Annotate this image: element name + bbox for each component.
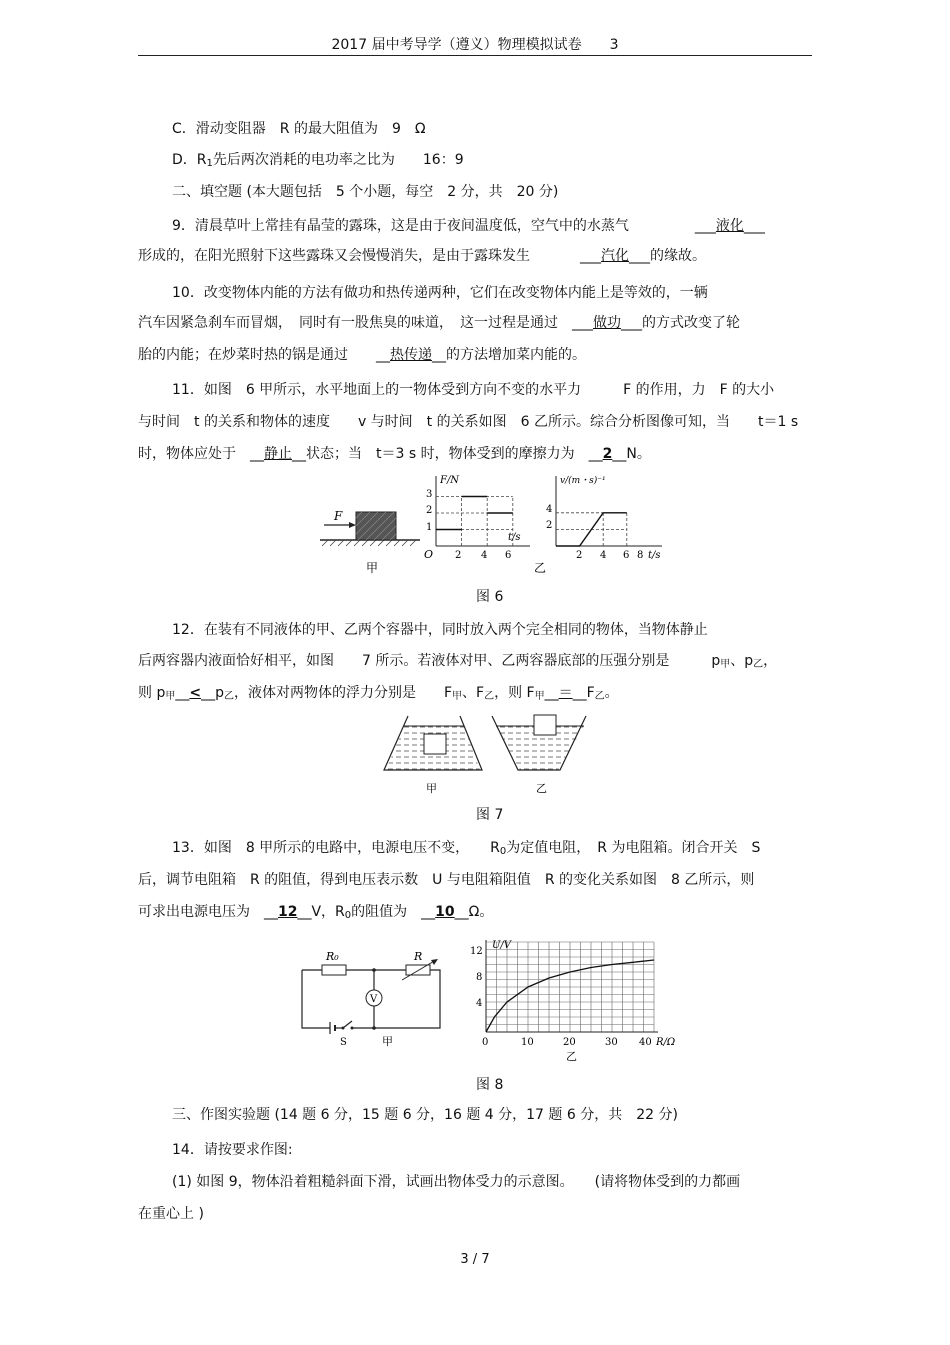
fig7-jia-label: 甲: [426, 782, 437, 795]
section-3-heading: 三、作图实验题 (14 题 6 分，15 题 6 分，16 题 4 分，17 题 6 分，共 22 分): [172, 1107, 678, 1123]
ur-x-axis-label: R/Ω: [656, 1037, 676, 1048]
ft-ytick-1: 1: [426, 522, 433, 533]
wire-left: [302, 970, 330, 1028]
ft-y-axis-label: F/N: [440, 475, 460, 486]
fig8-yi-label: 乙: [566, 1050, 577, 1062]
header-title: 2017 届中考导学（遵义）物理模拟试卷: [331, 37, 582, 53]
q12-text-c: 则 p: [138, 685, 166, 701]
q13-text-c3: 的阻值为: [351, 904, 408, 920]
resistor-box-r: [406, 965, 430, 975]
ft-origin: O: [424, 548, 434, 561]
q13-line1: [172, 838, 760, 862]
q12-text-b2: 、p: [730, 653, 754, 669]
ft-ytick-2: 2: [426, 505, 433, 516]
switch-contact: [351, 1027, 354, 1030]
ur-xtick-20: 20: [563, 1037, 576, 1048]
switch-label: S: [340, 1037, 347, 1048]
q13-sub-1: 0: [499, 846, 507, 857]
q12-line3: 则 $p_甲\_\_<\_\_p_乙$，液体对两物体的浮力分别是 $F_甲$、$F_乙$，则 $F_甲\_\_=\_\_F_乙$。: [138, 685, 619, 702]
junction-bottom: [372, 1026, 376, 1030]
fig6-yi-label: 乙: [534, 561, 547, 575]
q9-answer1: 液化: [715, 218, 744, 234]
ur-xtick-40: 40: [639, 1037, 652, 1048]
figure-6-caption: 图 6: [476, 589, 504, 605]
header-rule: [138, 55, 812, 56]
vt-ytick-2: 2: [546, 520, 553, 531]
q12-text-c4: 、F: [462, 685, 485, 701]
vt-y-axis-label: v/(m・s)⁻¹: [560, 476, 606, 486]
figure-8-circuit: [290, 940, 450, 1050]
force-label: F: [334, 509, 343, 523]
fig6-jia-diagram: [320, 509, 420, 575]
q9-line2: 形成的，在阳光照射下这些露珠又会慢慢消失，是由于露珠发生 ___汽化___的缘故。: [138, 248, 706, 264]
q10-line1: 10．改变物体内能的方法有做功和热传递两种，它们在改变物体内能上是等效的，一辆: [172, 285, 708, 301]
q9-text-c: 的缘故。: [650, 248, 706, 264]
ur-grid: [486, 942, 654, 1032]
q13-text-c: 可求出电源电压为: [138, 904, 250, 920]
junction-top: [372, 968, 376, 972]
q11-line1: 11．如图 6 甲所示，水平地面上的一物体受到方向不变的水平力 F 的作用，力 F 的大小: [172, 382, 775, 398]
q12-sub-7: 甲: [534, 691, 545, 702]
ft-x-axis-label: t/s: [508, 532, 521, 543]
fig6-velocity-time-chart: [534, 475, 662, 575]
object-jia: [424, 734, 446, 754]
fig6-jia-label: 甲: [366, 561, 379, 575]
fig8-jia-label: 甲: [382, 1035, 393, 1048]
q10-text-b: 汽车因紧急刹车而冒烟， 同时有一股焦臭的味道， 这一过程是通过: [138, 315, 558, 331]
q12-sub-3: 甲: [165, 691, 176, 702]
option-c: C．滑动变阻器 R 的最大阻值为 9 Ω: [172, 121, 426, 137]
q12-sub-1: 甲: [720, 659, 731, 670]
figure-7: [380, 712, 590, 796]
q11-answer1: 静止: [264, 446, 292, 462]
q12-sub-8: 乙: [594, 691, 605, 702]
figure-8-caption: 图 8: [476, 1077, 504, 1093]
ur-ytick-12: 12: [470, 946, 483, 957]
q10-answer1: 做功: [593, 315, 621, 331]
object-yi: [534, 715, 556, 735]
figure-6: [310, 470, 670, 582]
container-yi: [492, 715, 586, 795]
q10-text-c: 的方式改变了轮: [642, 315, 740, 331]
section-2-heading: 二、填空题 (本大题包括 5 个小题，每空 2 分，共 20 分): [172, 184, 559, 200]
q11-text-c: 时，物体应处于: [138, 446, 236, 462]
ft-xtick-4: 4: [481, 550, 488, 561]
ur-xtick-10: 10: [521, 1037, 534, 1048]
option-d-a: D．R: [172, 152, 207, 168]
q12-text-c5: ，则 F: [494, 685, 535, 701]
q11-text-e: N。: [626, 446, 651, 462]
q9-answer2: 汽化: [601, 248, 629, 264]
r0-label: R₀: [326, 950, 339, 963]
q10-text-e: 的方法增加菜内能的。: [446, 347, 586, 363]
q12-line1: 12．在装有不同液体的甲、乙两个容器中，同时放入两个完全相同的物体，当物体静止: [172, 622, 708, 638]
q12-sub-2: 乙: [753, 659, 764, 670]
q13-text-c4: Ω。: [468, 904, 494, 920]
vt-ytick-4: 4: [546, 504, 553, 515]
q12-answer2: ＝: [558, 685, 573, 701]
ur-y-axis-label: U/V: [492, 940, 512, 951]
ur-ytick-4: 4: [476, 998, 483, 1009]
q12-text-c2: p: [215, 685, 224, 701]
q9-text-a: 9．清晨草叶上常挂有晶莹的露珠，这是由于夜间温度低，空气中的水蒸气: [172, 218, 629, 234]
page-footer: 3 / 7: [460, 1252, 490, 1267]
q11-text-d: 状态；当 t＝3 s 时，物体受到的摩擦力为: [306, 446, 575, 462]
q13-answer1: 12: [278, 904, 298, 920]
q11-line3: 时，物体应处于 __静止__状态；当 t＝3 s 时，物体受到的摩擦力为 __2__N。: [138, 446, 651, 462]
q12-text-c3: ，液体对两物体的浮力分别是 F: [233, 685, 453, 701]
q13-sub-2: 0: [344, 910, 352, 921]
q11-answer2: 2: [602, 446, 613, 462]
q12-answer1: <: [189, 685, 202, 701]
voltmeter-label: V: [370, 994, 378, 1005]
vt-x-axis-label: t/s: [648, 550, 661, 561]
wire-right: [352, 970, 440, 1028]
vt-xtick-6: 6: [623, 550, 630, 561]
q12-text-c6: F: [586, 685, 595, 701]
q12-sub-6: 乙: [484, 691, 495, 702]
q11-line2: 与时间 t 的关系和物体的速度 v 与时间 t 的关系如图 6 乙所示。综合分析图像可知，当 t＝1 s: [138, 414, 799, 430]
resistor-r0: [322, 965, 346, 975]
q9-line1: 9．清晨草叶上常挂有晶莹的露珠，这是由于夜间温度低，空气中的水蒸气 ___液化___: [172, 218, 765, 234]
container-jia: [384, 716, 482, 795]
q10-answer2: 热传递: [390, 347, 432, 363]
q10-text-d: 胎的内能；在炒菜时热的锅是通过: [138, 347, 348, 363]
q13-text-a: 13．如图 8 甲所示的电路中，电源电压不变， R: [172, 840, 500, 856]
figure-8-chart: [462, 938, 692, 1062]
q12-sub-4: 乙: [223, 691, 234, 702]
q12-text-b: 后两容器内液面恰好相平，如图 7 所示。若液体对甲、乙两容器底部的压强分别是 p: [138, 653, 721, 669]
ft-xtick-6: 6: [505, 550, 512, 561]
header-page-num: 3: [609, 37, 619, 53]
q13-line3: 可求出电源电压为 __12__V，$R_0$的阻值为 __10__Ω。: [138, 904, 494, 921]
q12-text-b3: ，: [763, 653, 778, 669]
ur-xtick-0: 0: [482, 1037, 489, 1048]
ur-ytick-8: 8: [476, 972, 483, 983]
q14-part1-line1: (1) 如图 9，物体沿着粗糙斜面下滑，试画出物体受力的示意图。 (请将物体受到的力都画: [172, 1174, 741, 1190]
q14-line: 14．请按要求作图:: [172, 1142, 293, 1158]
option-d-sub: 1: [206, 158, 213, 169]
q13-line2: 后，调节电阻箱 R 的阻值，得到电压表示数 U 与电阻箱阻值 R 的变化关系如图 8 乙所示，则: [138, 872, 755, 888]
option-d-b: 先后两次消耗的电功率之比为 16：9: [212, 152, 464, 168]
q12-text-c7: 。: [604, 685, 619, 701]
fig6-force-time-chart: [424, 475, 530, 561]
ur-xtick-30: 30: [605, 1037, 618, 1048]
ground-hatch: [322, 540, 416, 546]
r-label: R: [414, 950, 423, 963]
q12-sub-5: 甲: [452, 691, 463, 702]
option-d: [172, 150, 464, 174]
switch-lever: [343, 1021, 352, 1028]
ft-xtick-2: 2: [455, 550, 462, 561]
q12-line2: [138, 651, 777, 675]
ft-ytick-3: 3: [426, 489, 433, 500]
fig7-yi-label: 乙: [536, 782, 547, 795]
q13-answer2: 10: [435, 904, 455, 920]
vt-xtick-8: 8: [637, 550, 644, 561]
q13-text-c2: V，R: [311, 904, 345, 920]
q14-part1-line2: 在重心上 ): [138, 1206, 204, 1222]
vt-xtick-4: 4: [600, 550, 607, 561]
figure-7-caption: 图 7: [476, 807, 504, 823]
force-arrowhead: [349, 522, 356, 528]
q10-line3: 胎的内能；在炒菜时热的锅是通过 __热传递__的方法增加菜内能的。: [138, 347, 586, 363]
q13-text-a2: 为定值电阻， R 为电阻箱。闭合开关 S: [506, 840, 761, 856]
q10-line2: 汽车因紧急刹车而冒烟， 同时有一股焦臭的味道， 这一过程是通过 ___做功___的方式改变了轮: [138, 315, 740, 331]
page-header: [138, 34, 812, 54]
q9-text-b: 形成的，在阳光照射下这些露珠又会慢慢消失，是由于露珠发生: [138, 248, 530, 264]
vt-xtick-2: 2: [576, 550, 583, 561]
